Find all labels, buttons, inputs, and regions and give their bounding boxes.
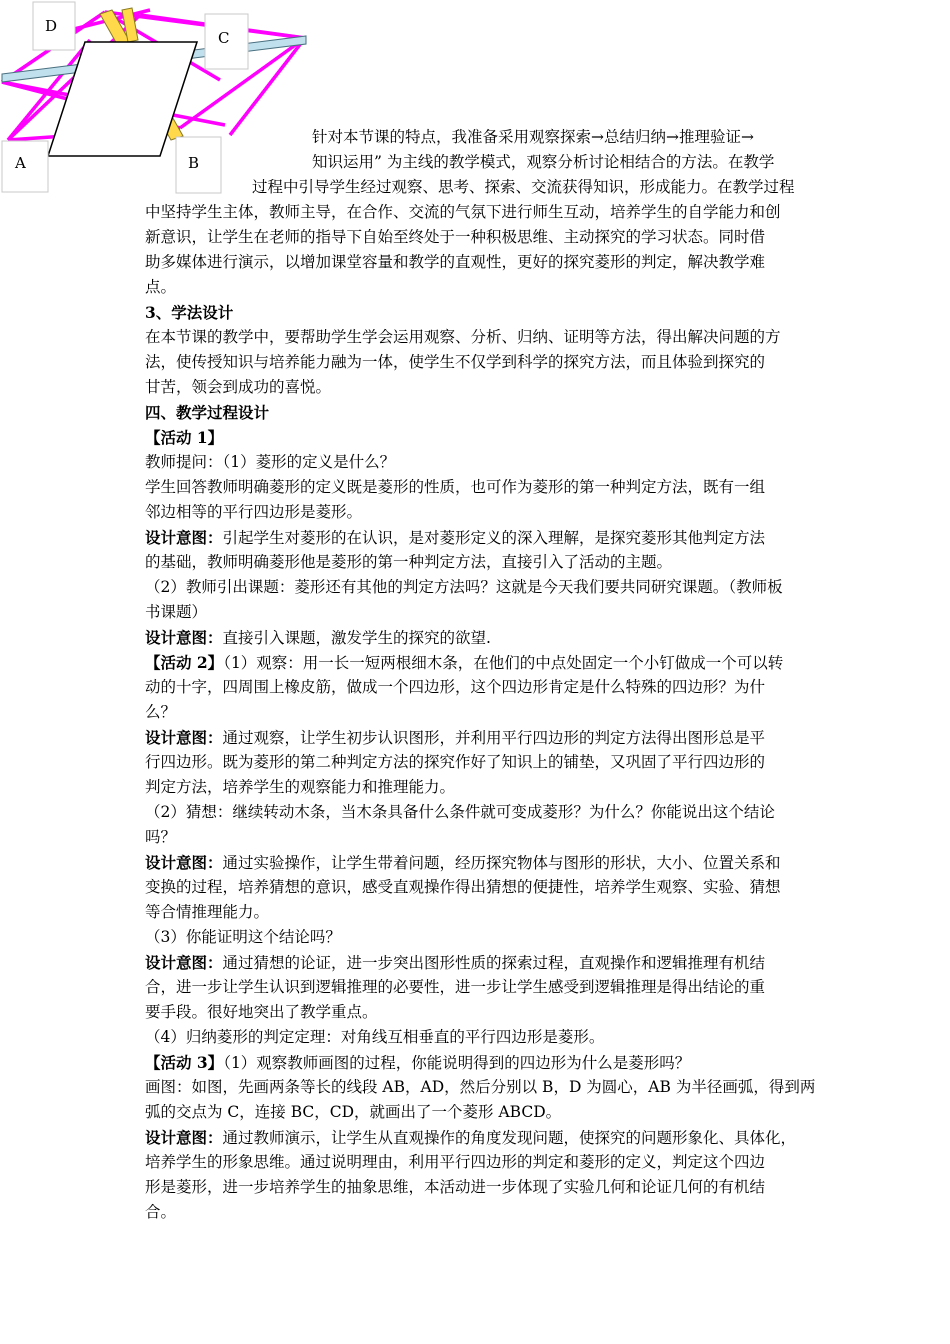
activity2-question4: （4）归纳菱形的判定定理：对角线互相垂直的平行四边形是菱形。 <box>145 1028 605 1046</box>
label-d: D <box>45 17 58 35</box>
activity3-intent-cont-2: 形是菱形，进一步培养学生的抽象思维，本活动进一步体现了实验几何和论证几何的有机结 <box>145 1178 766 1196</box>
activity2-question2-line-1: （2）猜想：继续转动木条，当木条具备什么条件就可变成菱形？为什么？你能说出这个结论 <box>145 803 775 821</box>
activity2-intent3 <box>145 950 765 976</box>
activity2-question1-text: （1）观察：用一长一短两根细木条，在他们的中点处固定一个小钉做成一个可以转 <box>223 654 784 672</box>
activity3-intent <box>145 1125 796 1151</box>
activity2-question3: （3）你能证明这个结论吗？ <box>145 928 341 946</box>
activity2-intent3-cont-2: 要手段。很好地突出了教学重点。 <box>145 1003 378 1021</box>
label-c: C <box>218 29 230 47</box>
label-b: B <box>188 154 200 172</box>
activity1-intent1 <box>145 525 765 551</box>
activity1-heading: 【活动 1】 <box>145 428 224 447</box>
intent-text: 通过实验操作，让学生带着问题，经历探究物体与图形的形状，大小、位置关系和 <box>222 854 781 872</box>
activity2-intent1-cont-1: 行四边形。既为菱形的第二种判定方法的探究作好了知识上的铺垫，又巩固了平行四边形的 <box>145 753 766 771</box>
intent-text: 引起学生对菱形的在认识，是对菱形定义的深入理解，是探究菱形其他判定方法 <box>222 529 766 547</box>
activity1-intent2 <box>145 625 491 651</box>
intent-text: 直接引入课题，激发学生的探究的欲望. <box>222 629 491 647</box>
activity1-answer-line-2: 邻边相等的平行四边形是菱形。 <box>145 503 363 521</box>
rhombus-model-figure <box>0 0 320 200</box>
activity3-draw-line-2: 弧的交点为 C，连接 BC，CD，就画出了一个菱形 ABCD。 <box>145 1103 562 1121</box>
activity2-question2-line-2: 吗？ <box>145 828 177 846</box>
activity3-question1 <box>145 1050 690 1076</box>
label-c-box <box>205 14 248 69</box>
activity2-intent2-cont-1: 变换的过程，培养猜想的意识，感受直观操作得出猜想的便捷性，培养学生观察、实验、猜想 <box>145 878 781 896</box>
activity3-label: 【活动 3】 <box>145 1053 224 1072</box>
activity2-intent2 <box>145 850 781 876</box>
intro-line-5: 新意识，让学生在老师的指导下自始至终处于一种积极思维、主动探究的学习状态。同时借 <box>145 228 766 246</box>
activity2-intent2-cont-2: 等合情推理能力。 <box>145 903 270 921</box>
activity3-draw-line-1: 画图：如图，先画两条等长的线段 AB，AD，然后分别以 B，D 为圆心，AB 为半径画弧，得到两 <box>145 1078 816 1096</box>
activity2-question1-cont-2: 么？ <box>145 703 177 721</box>
activity3-question1-text: （1）观察教师画图的过程，你能说明得到的四边形为什么是菱形吗？ <box>223 1054 691 1072</box>
intro-line-3: 过程中引导学生经过观察、思考、探索、交流获得知识，形成能力。在教学过程 <box>252 178 795 196</box>
activity1-question1: 教师提问：（1）菱形的定义是什么？ <box>145 453 396 471</box>
activity1-question2-line-1: （2）教师引出课题：菱形还有其他的判定方法吗？这就是今天我们要共同研究课题。（教师板 <box>145 578 783 596</box>
activity1-answer-line-1: 学生回答教师明确菱形的定义既是菱形的性质，也可作为菱形的第一种判定方法，既有一组 <box>145 478 766 496</box>
section3-heading: 3、学法设计 <box>145 303 234 322</box>
activity2-question1 <box>145 650 783 676</box>
activity2-intent1 <box>145 725 765 751</box>
section3-line-3: 甘苦，领会到成功的喜悦。 <box>145 378 332 396</box>
label-a-box <box>2 141 48 192</box>
intro-line-7: 点。 <box>145 278 177 296</box>
activity2-question1-cont-1: 动的十字，四周围上橡皮筋，做成一个四边形，这个四边形肯定是什么特殊的四边形？为什 <box>145 678 766 696</box>
intent-text: 通过观察，让学生初步认识图形，并利用平行四边形的判定方法得出图形总是平 <box>222 729 766 747</box>
intro-line-4: 中坚持学生主体，教师主导，在合作、交流的气氛下进行师生互动，培养学生的自学能力和创 <box>145 203 781 221</box>
activity1-intent1-cont: 的基础，教师明确菱形他是菱形的第一种判定方法，直接引入了活动的主题。 <box>145 553 673 571</box>
activity3-intent-cont-3: 合。 <box>145 1203 177 1221</box>
label-b-box <box>176 137 221 193</box>
intro-line-2: 知识运用” 为主线的教学模式，观察分析讨论相结合的方法。在教学 <box>312 153 775 171</box>
section3-line-1: 在本节课的教学中，要帮助学生学会运用观察、分析、归纳、证明等方法，得出解决问题的方 <box>145 328 781 346</box>
intent-label: 设计意图： <box>145 853 223 872</box>
activity1-question2-line-2: 书课题） <box>145 603 208 621</box>
intro-line-1: 针对本节课的特点，我准备采用观察探索→总结归纳→推理验证→ <box>312 128 754 146</box>
intent-label: 设计意图： <box>145 953 223 972</box>
label-a: A <box>15 154 26 172</box>
intent-label: 设计意图： <box>145 528 223 547</box>
intent-text: 通过教师演示，让学生从直观操作的角度发现问题，使探究的问题形象化、具体化， <box>222 1129 797 1147</box>
intent-label: 设计意图： <box>145 1128 223 1147</box>
activity2-intent3-cont-1: 合，进一步让学生认识到逻辑推理的必要性，进一步让学生感受到逻辑推理是得出结论的重 <box>145 978 766 996</box>
intent-text: 通过猜想的论证，进一步突出图形性质的探索过程，直观操作和逻辑推理有机结 <box>222 954 766 972</box>
label-d-box <box>33 2 75 50</box>
section4-heading: 四、教学过程设计 <box>145 403 270 422</box>
intent-label: 设计意图： <box>145 728 223 747</box>
activity2-intent1-cont-2: 判定方法，培养学生的观察能力和推理能力。 <box>145 778 456 796</box>
activity2-label: 【活动 2】 <box>145 653 224 672</box>
section3-line-2: 法，使传授知识与培养能力融为一体，使学生不仅学到科学的探究方法，而且体验到探究的 <box>145 353 766 371</box>
activity3-intent-cont-1: 培养学生的形象思维。通过说明理由，利用平行四边形的判定和菱形的定义，判定这个四边 <box>145 1153 766 1171</box>
intro-line-6: 助多媒体进行演示，以增加课堂容量和教学的直观性，更好的探究菱形的判定，解决教学难 <box>145 253 766 271</box>
intent-label: 设计意图： <box>145 628 223 647</box>
